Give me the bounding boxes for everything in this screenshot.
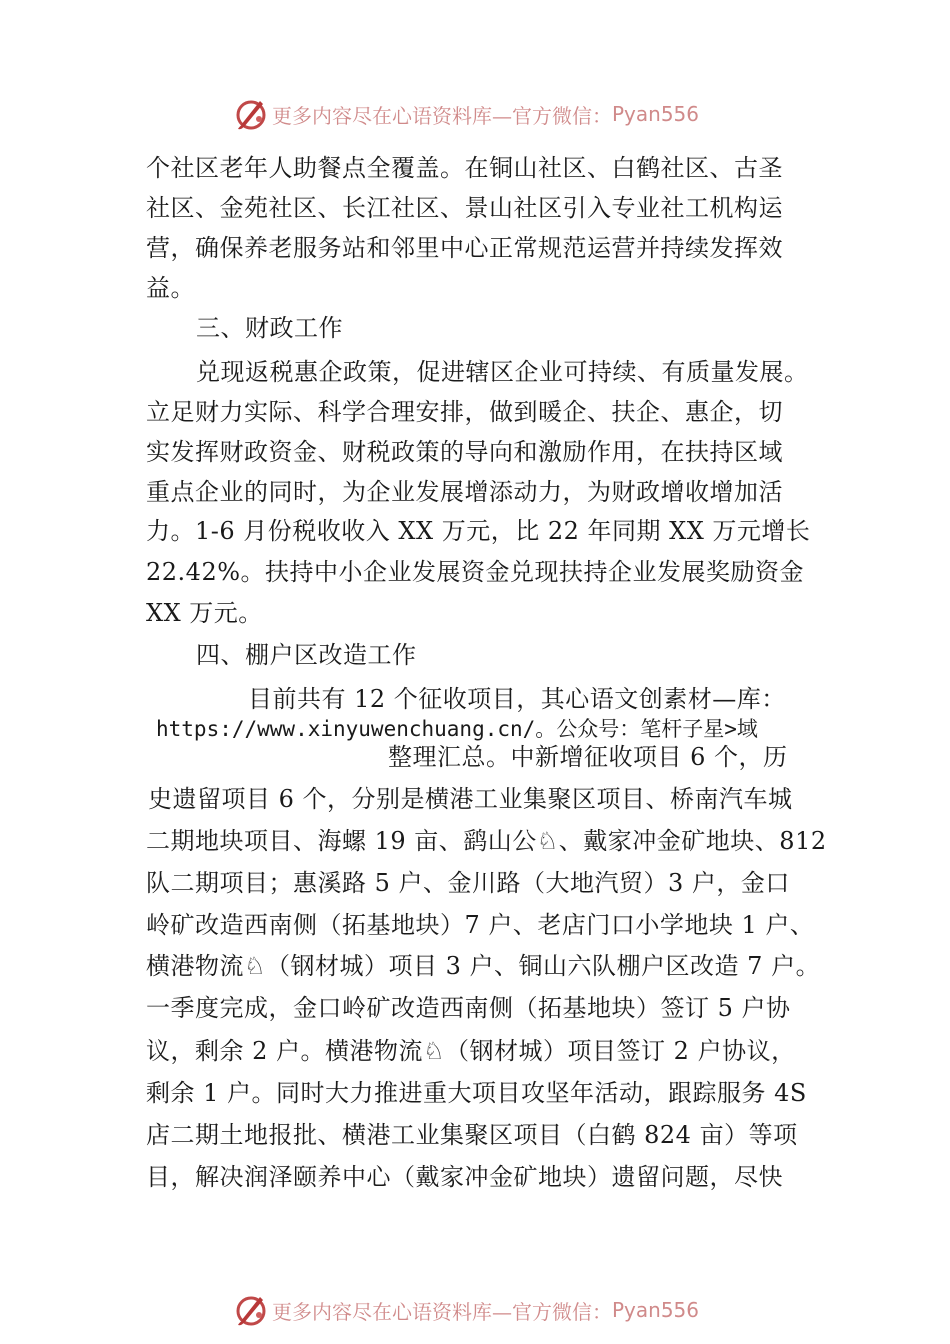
text-line: 个社区老年人助餐点全覆盖。在铜山社区、白鹤社区、古圣 [146,154,783,182]
brush-logo-icon [232,1291,270,1329]
text-line: 史遗留项目 6 个，分别是横港工业集聚区项目、桥南汽车城 [148,785,793,813]
brush-logo-icon [232,95,270,133]
text-line: 店二期土地报批、横港工业集聚区项目（白鹤 824 亩）等项 [146,1121,798,1149]
header-watermark [232,94,699,134]
section-heading: 四、棚户区改造工作 [196,641,417,669]
text-line-url: https://www.xinyuwenchuang.cn/。公众号：笔杆子星>域 [156,717,758,741]
section-heading: 三、财政工作 [196,314,343,342]
text-line: 目，解决润泽颐养中心（戴家冲金矿地块）遗留问题，尽快 [146,1163,783,1191]
text-line: 22.42%。扶持中小企业发展资金兑现扶持企业发展奖励资金 [146,558,805,586]
text-line: 横港物流♘（钢材城）项目 3 户、铜山六队棚户区改造 7 户。 [146,952,821,980]
text-line: 重点企业的同时，为企业发展增添动力，为财政增收增加活 [146,478,783,506]
text-line: 剩余 1 户。同时大力推进重大项目攻坚年活动，跟踪服务 4S [146,1079,807,1107]
text-line: 整理汇总。中新增征收项目 6 个，历 [388,743,788,771]
text-line: 议，剩余 2 户。横港物流♘（钢材城）项目签订 2 户协议， [146,1037,796,1065]
text-line: 目前共有 12 个征收项目，其心语文创素材—库： [248,685,786,713]
text-line: 岭矿改造西南侧（拓基地块）7 户、老店门口小学地块 1 户、 [146,911,815,939]
text-line: 兑现返税惠企政策，促进辖区企业可持续、有质量发展。 [196,358,809,386]
watermark-wechat-id: Pyan556 [612,1298,700,1322]
text-line: 益。 [146,274,195,302]
watermark-text: 更多内容尽在心语资料库—官方微信： [272,1299,612,1324]
watermark-wechat-id: Pyan556 [612,102,700,126]
text-line: 立足财力实际、科学合理安排，做到暖企、扶企、惠企，切 [146,398,783,426]
watermark-text: 更多内容尽在心语资料库—官方微信： [272,103,612,128]
text-line: 力。1-6 月份税收收入 XX 万元，比 22 年同期 XX 万元增长 [146,517,811,545]
text-line: 队二期项目；惠溪路 5 户、金川路（大地汽贸）3 户，金口 [146,869,790,897]
text-line: 社区、金苑社区、长江社区、景山社区引入专业社工机构运 [146,194,783,222]
text-line: 营，确保养老服务站和邻里中心正常规范运营并持续发挥效 [146,234,783,262]
text-line: 一季度完成，金口岭矿改造西南侧（拓基地块）签订 5 户协 [146,994,791,1022]
footer-watermark [232,1290,699,1330]
text-line: 实发挥财政资金、财税政策的导向和激励作用，在扶持区域 [146,438,783,466]
text-line: XX 万元。 [146,599,263,627]
text-line: 二期地块项目、海螺 19 亩、鹞山公♘、戴家冲金矿地块、812 [146,827,827,855]
